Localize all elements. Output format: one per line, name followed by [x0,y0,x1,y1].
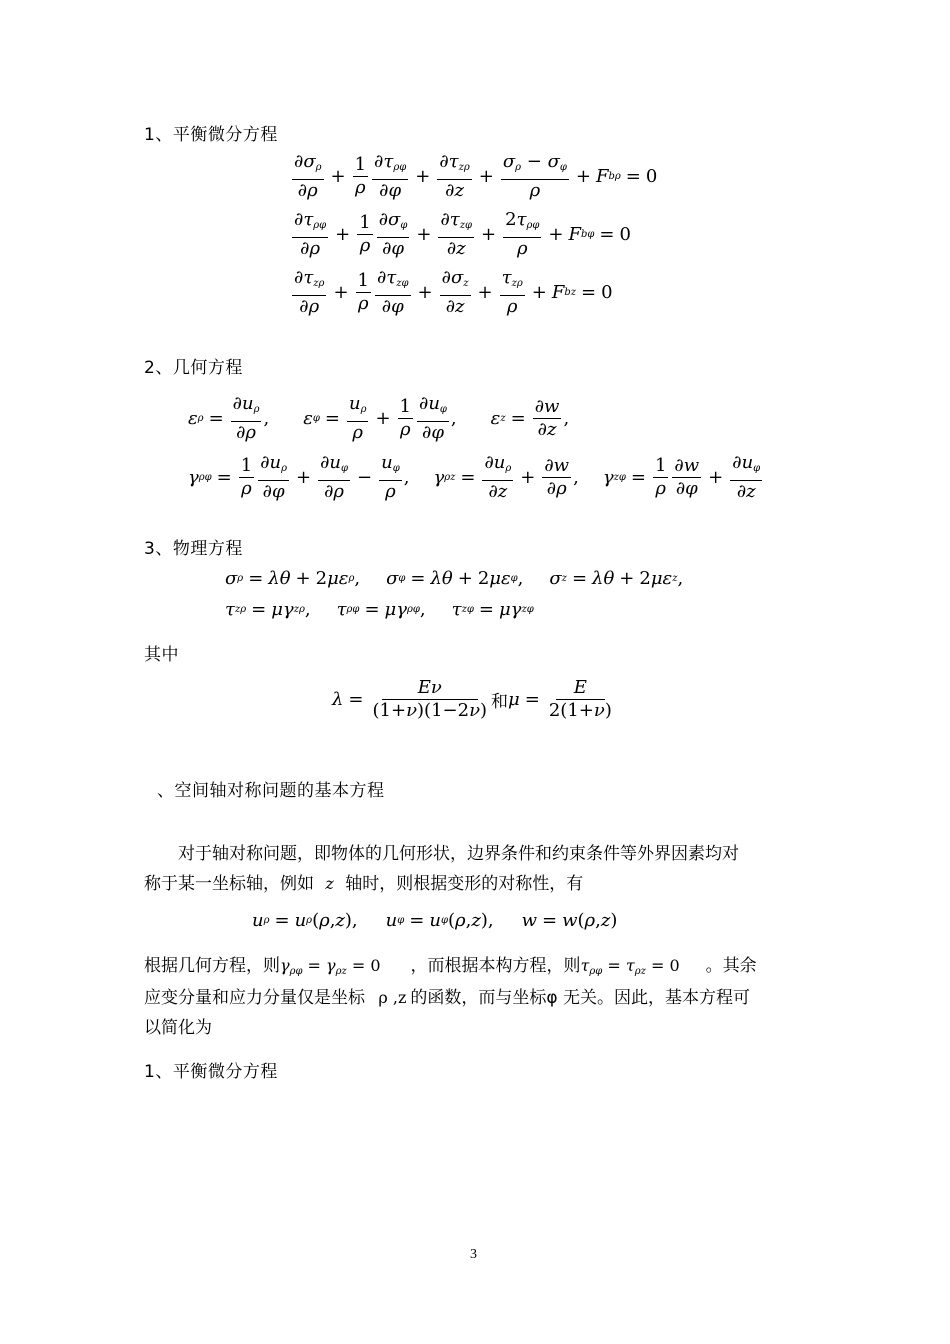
equilibrium-equations [290,148,657,320]
equilibrium-eq-z: $\frac{\partial\tau_{z\rho}}{\partial\rho}$ + $\frac{1}{\rho}$ $\frac{\partial\tau_{z\varphi}}{\partial\varphi}$ + $\frac{\partial\sigma_z}{\partial z}$ + $\frac{\tau_{z\rho}}{\rho}$ + F bz = 0 [294,266,613,317]
paragraph-line-4: 应变分量和应力分量仅是坐标 ρ ,z 的函数，而与坐标φ 无关。因此，基本方程可 [144,988,751,1008]
physical-equations [225,563,683,625]
section-heading-axisymmetric: 、空间轴对称问题的基本方程 [157,781,385,801]
physical-eq-normal-stresses: σ ρ = λθ + 2 με ρ , σ φ = λθ + 2 με φ , σ z = λθ + 2 με z , [225,567,684,589]
equilibrium-eq-rho: $\frac{\partial\sigma_\rho}{\partial\rho}$ + $\frac{1}{\rho}$ $\frac{\partial\tau_{\rho\varphi}}{\partial\varphi}$ + $\frac{\partial\tau_{z\rho}}{\partial z}$ + $\frac{\sigma_\rho - \sigma_\varphi}{\rho}$ + F bρ = 0 [294,150,658,201]
page-number: 3 [470,1247,477,1262]
heading-physical: 3、物理方程 [144,539,243,559]
equilibrium-eq-phi: $\frac{\partial\tau_{\rho\varphi}}{\partial\rho}$ + $\frac{1}{\rho}$ $\frac{\partial\sigma_\varphi}{\partial\varphi}$ + $\frac{\partial\tau_{z\varphi}}{\partial z}$ + $\frac{2\tau_{\rho\varphi}}{\rho}$ + F bφ = 0 [294,208,631,259]
label-where: 其中 [144,645,179,665]
geometric-eq-normal-strains: ε ρ = $\frac{\partial u_\rho}{\partial\rho}$ , ε φ = $\frac{u_\rho}{\rho}$ + $\frac{1}{\rho}$ $\frac{\partial u_\varphi}{\partial\varphi}$ , ε z = $\frac{\partial w}{\partial z}$ , [188,392,570,443]
heading-equilibrium: 1、平衡微分方程 [144,125,278,145]
displacement-equation: u ρ = u ρ ( ρ , z ), u φ = u φ ( ρ , z ), w = w ( ρ , z ) [252,909,618,931]
physical-eq-shear-stresses: τ zρ = μγ zρ , τ ρφ = μγ ρφ , τ zφ = μγ zφ [225,598,534,620]
paragraph-line-2: 称于某一坐标轴，例如 z 轴时，则根据变形的对称性，有 [144,874,584,894]
heading-equilibrium-simplified: 1、平衡微分方程 [144,1062,278,1082]
paragraph-line-5: 以简化为 [144,1018,212,1038]
heading-geometric: 2、几何方程 [144,358,243,378]
geometric-equations [188,390,764,508]
geometric-eq-shear-strains: γ ρφ = $\frac{1}{\rho}$ $\frac{\partial u_\rho}{\partial\varphi}$ + $\frac{\partial u_\varphi}{\partial\rho}$ − $\frac{u_\varphi}{\rho}$ , γ ρz = $\frac{\partial u_\rho}{\partial z}$ + $\frac{\partial w}{\partial\rho}$ , γ zφ = $\frac{1}{\rho}$ $\frac{\partial w}{\partial\varphi}$ + $\frac{\partial u_\varphi}{\partial z}$ [188,451,761,502]
lame-constants-equation: λ = $\frac{E\nu}{(1+\nu)(1-2\nu)}$ 和 μ = $\frac{E}{2(1+\nu)}$ [332,676,612,721]
paragraph-line-1: 对于轴对称问题，即物体的几何形状，边界条件和约束条件等外界因素均对 [178,844,739,864]
paragraph-line-3: 根据几何方程，则$\gamma_{\rho\varphi} = \gamma_{\rho z} = 0$ ，而根据本构方程，则$\tau_{\rho\varphi} = \tau_{\rho z} = 0$ 。其余 [144,956,757,977]
